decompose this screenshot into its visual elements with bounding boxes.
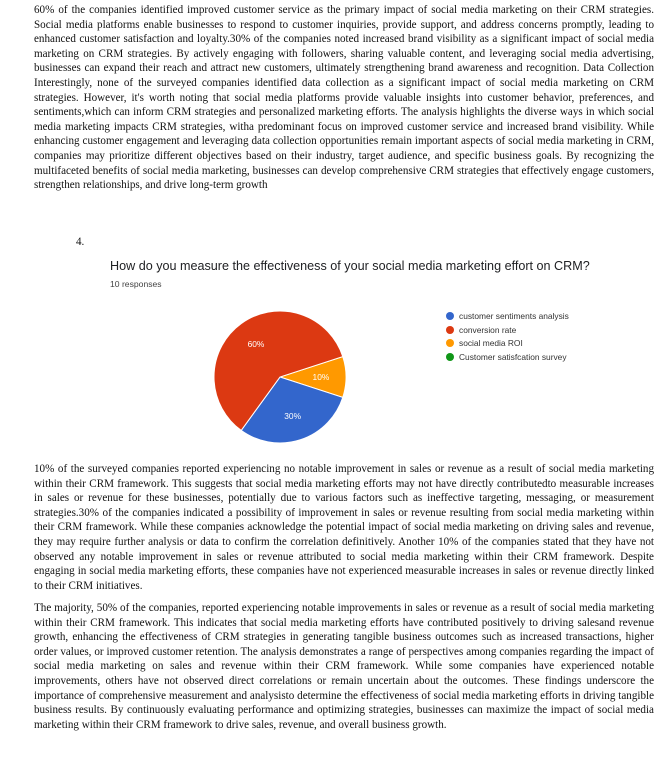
legend-label: social media ROI (459, 338, 523, 349)
legend-swatch-icon (446, 339, 454, 347)
chart-legend (446, 309, 569, 364)
paragraph-customer-service: 60% of the companies identified improved customer service as the primary impact of social media marketing on their CRM strategies. Social media platforms enable businesses to respond to customer inquiries, provide support, and address concerns promptly, leading to enhanced customer satisfaction and loyalty.30% of the companies noted increased brand visibility as a significant impact of social media marketing on CRM strategies. By actively engaging with followers, sharing valuable content, and leveraging social media advertising, businesses can expand their reach and attract new customers, ultimately strengthening brand awareness and recognition. Data Collection Interestingly, none of the surveyed companies identified data collection as a significant impact of social media marketing on CRM strategies. However, it's worth noting that social media platforms provide valuable insights into customer behavior, preferences, and sentiments,which can inform CRM strategies and personalized marketing efforts. The analysis highlights the diverse ways in which social media marketing impacts CRM strategies, witha predominant focus on improved customer service and increased brand visibility. While enhancing customer engagement and leveraging data collection opportunities remain important aspects of social media marketing in CRM, companies may prioritize different objectives based on their industry, target audience, and specific business goals. By recognizing the multifaceted benefits of social media marketing, businesses can develop comprehensive CRM strategies that effectively engage customers, strengthen relationships, and drive long-term growth (34, 4, 654, 192)
list-item-number: 4. (76, 236, 85, 248)
chart-response-count: 10 responses (110, 279, 162, 289)
legend-label: Customer satisfcation survey (459, 352, 567, 363)
legend-item (446, 309, 569, 323)
legend-swatch-icon (446, 353, 454, 361)
legend-item (446, 337, 569, 351)
pie-chart (210, 306, 350, 448)
pie-slice-label: 60% (247, 338, 265, 349)
paragraph-majority-improvement: The majority, 50% of the companies, reported experiencing notable improvements in sales or revenue as a result of social media marketing within their CRM framework. This indicates that social media marketing efforts have contributed positively to driving salesand revenue growth, enhancing the effectiveness of CRM strategies in generating tangible business outcomes such as increased transactions, higher order values, or improved customer retention. The analysis demonstrates a range of perspectives among companies regarding the impact of social media marketing on sales and revenue within their CRM framework. While some companies have experienced notable improvements, others have not observed direct correlations or remain uncertain about the outcomes. These findings underscore the importance of comprehensive measurement and analysisto determine the effectiveness of social media marketing efforts in driving tangible business results. By continuously evaluating performance and optimizing strategies, businesses can maximize the impact of social media marketing within their CRM framework to drive sales, revenue, and overall business growth. (34, 602, 654, 731)
legend-swatch-icon (446, 312, 454, 320)
legend-label: customer sentiments analysis (459, 310, 569, 321)
legend-label: conversion rate (459, 324, 517, 335)
legend-swatch-icon (446, 326, 454, 334)
pie-slice-label: 30% (284, 410, 302, 421)
paragraph-no-improvement: 10% of the surveyed companies reported experiencing no notable improvement in sales or revenue as a result of social media marketing within their CRM framework. This suggests that social media marketing efforts may not have directly contributedto measurable increases in sales or revenue for these businesses, potentially due to various factors such as ineffective targeting, messaging, or measurement strategies.30% of the companies indicated a possibility of improvement in sales or revenue resulting from social media marketing within their CRM framework. While these companies acknowledge the potential impact of social media marketing on driving sales and revenue, they may require further analysis or data to confirm the correlation definitively. Another 10% of the companies stated that they have not observed any notable improvement in sales or revenue attributed to social media marketing within their CRM framework. Despite engaging in social media marketing efforts, these companies have not experienced measurable increases in sales or revenue directly linked to their CRM initiatives. (34, 463, 654, 592)
chart-title: How do you measure the effectiveness of your social media marketing effort on CRM? (110, 259, 590, 273)
pie-slice-label: 10% (312, 372, 330, 382)
legend-item (446, 350, 569, 364)
legend-item (446, 323, 569, 337)
